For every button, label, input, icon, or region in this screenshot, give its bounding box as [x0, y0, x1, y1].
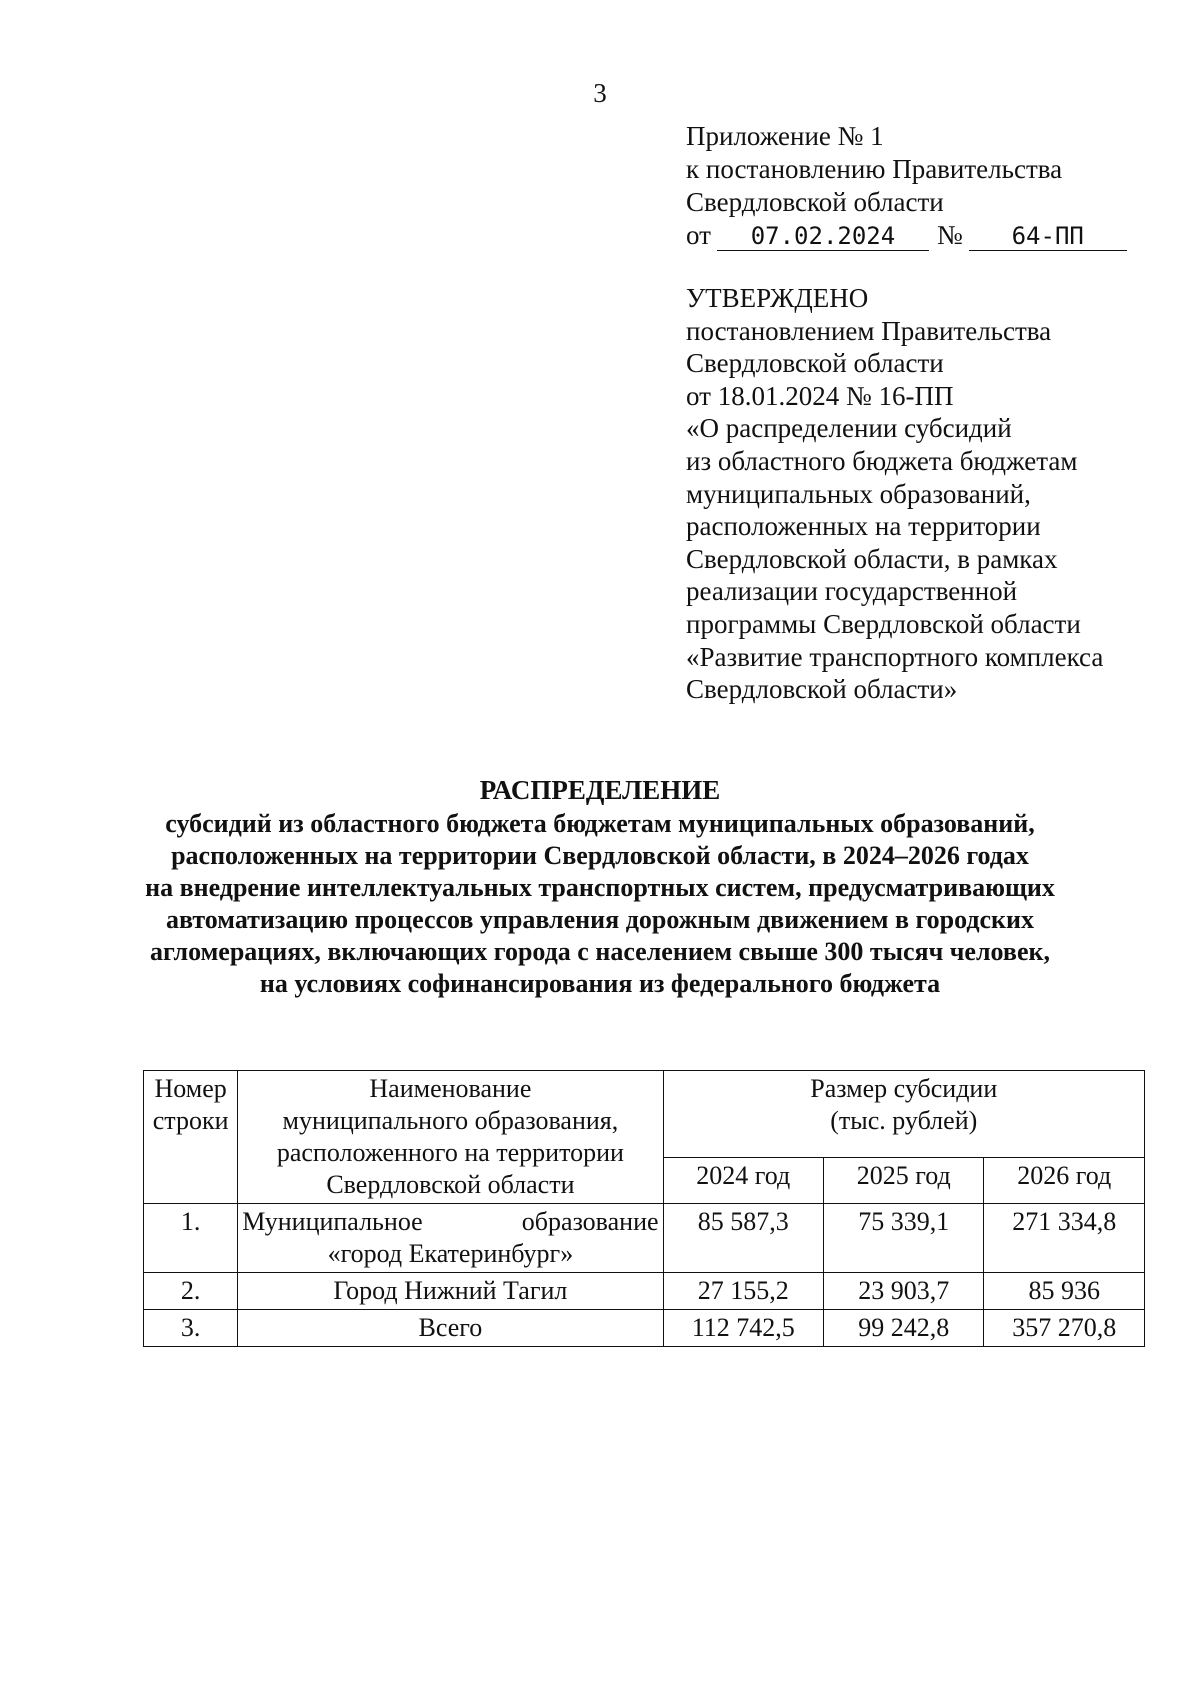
header-year-2024: 2024 год	[663, 1157, 823, 1203]
heading-line: на условиях софинансирования из федерального бюджета	[259, 969, 941, 998]
subsidy-table	[143, 1070, 1145, 1347]
appendix-date-line	[686, 219, 1127, 252]
approved-line: из областного бюджета бюджетам	[686, 445, 1078, 476]
header-text: (тыс. рублей)	[830, 1106, 978, 1135]
approved-line: программы Свердловской области	[686, 608, 1081, 639]
approved-block	[686, 282, 1103, 706]
table-row	[144, 1273, 1145, 1310]
document-heading	[100, 774, 1100, 1000]
table-header-row	[144, 1071, 1145, 1158]
row-name: Город Нижний Тагил	[238, 1273, 663, 1310]
row-value-2024: 27 155,2	[663, 1273, 823, 1310]
header-text: строки	[152, 1106, 229, 1135]
page-number: 3	[593, 78, 607, 108]
header-text: Размер субсидии	[810, 1074, 998, 1103]
heading-title: РАСПРЕДЕЛЕНИЕ	[479, 775, 721, 805]
header-text: муниципального образования,	[282, 1106, 619, 1135]
approved-line: от 18.01.2024 № 16-ПП	[686, 380, 954, 411]
table-row-total	[144, 1310, 1145, 1347]
header-text: расположенного на территории	[276, 1138, 624, 1167]
approved-line: УТВЕРЖДЕНО	[686, 283, 869, 313]
row-name-part: образование	[521, 1207, 659, 1236]
row-value-2025: 23 903,7	[824, 1273, 984, 1310]
approved-line: «О распределении субсидий	[686, 413, 1012, 444]
appendix-line-2: к постановлению Правительства	[686, 154, 1063, 184]
header-text: Наименование	[369, 1074, 532, 1103]
approved-line: Свердловской области»	[686, 674, 958, 705]
approved-line: постановлением Правительства	[686, 315, 1052, 346]
approved-line: муниципальных образований,	[686, 478, 1031, 509]
approved-line: Свердловской области	[686, 348, 944, 379]
row-value-2024: 85 587,3	[663, 1204, 823, 1273]
heading-line: автоматизацию процессов управления дорожным движением в городских	[165, 905, 1035, 934]
row-value-2026: 85 936	[984, 1273, 1145, 1310]
from-label: от	[686, 220, 711, 250]
decree-date: 07.02.2024	[717, 222, 929, 251]
heading-line: расположенных на территории Свердловской области, в 2024–2026 годах	[171, 841, 1029, 870]
appendix-line-3: Свердловской области	[686, 187, 944, 217]
appendix-block	[686, 120, 1127, 252]
row-name-part: «город Екатеринбург»	[327, 1239, 574, 1268]
row-name-part: Муниципальное	[242, 1207, 423, 1236]
row-number: 2.	[144, 1273, 238, 1310]
header-text: Свердловской области	[326, 1170, 575, 1199]
approved-line: Свердловской области, в рамках	[686, 543, 1058, 574]
heading-line: агломерациях, включающих города с населением свыше 300 тысяч человек,	[150, 937, 1050, 966]
table-row	[144, 1204, 1145, 1273]
decree-number: 64-ПП	[969, 222, 1127, 251]
approved-line: расположенных на территории	[686, 511, 1041, 542]
row-value-2026: 271 334,8	[984, 1204, 1145, 1273]
row-number: 3.	[144, 1310, 238, 1347]
number-label: №	[936, 220, 963, 250]
approved-line: реализации государственной	[686, 576, 1018, 607]
row-number: 1.	[144, 1204, 238, 1273]
row-value-2025: 75 339,1	[824, 1204, 984, 1273]
header-text: Номер	[154, 1074, 227, 1103]
heading-line: субсидий из областного бюджета бюджетам муниципальных образований,	[165, 809, 1035, 838]
header-year-2025: 2025 год	[824, 1157, 984, 1203]
header-name	[238, 1071, 663, 1204]
header-year-2026: 2026 год	[984, 1157, 1145, 1203]
row-name	[238, 1204, 663, 1273]
heading-line: на внедрение интеллектуальных транспортных систем, предусматривающих	[145, 873, 1055, 902]
row-name: Всего	[238, 1310, 663, 1347]
approved-line: «Развитие транспортного комплекса	[686, 641, 1104, 672]
row-value-2024: 112 742,5	[663, 1310, 823, 1347]
header-row-number	[144, 1071, 238, 1204]
row-value-2026: 357 270,8	[984, 1310, 1145, 1347]
header-subsidy	[663, 1071, 1144, 1158]
row-value-2025: 99 242,8	[824, 1310, 984, 1347]
appendix-title: Приложение № 1	[686, 121, 884, 151]
